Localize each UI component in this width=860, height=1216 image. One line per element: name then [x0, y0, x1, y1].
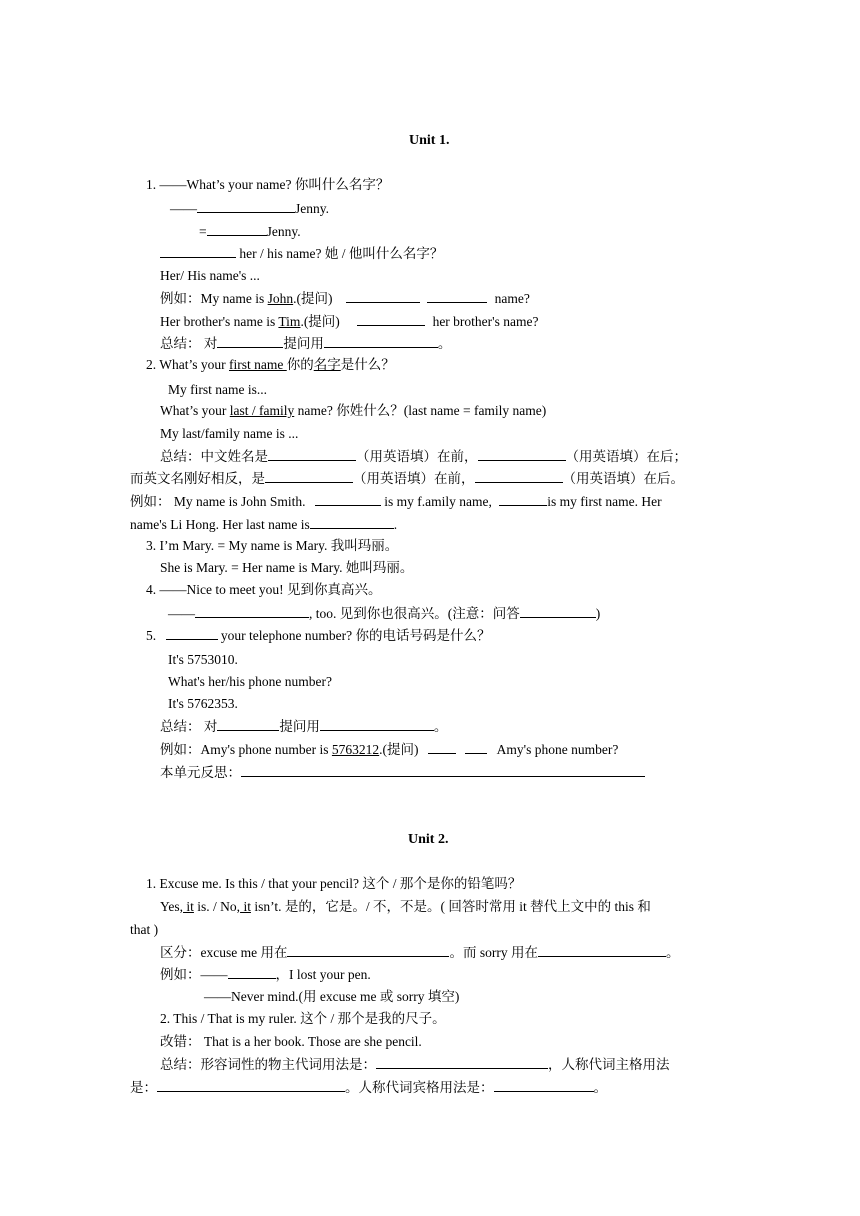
u1-item5-answer1: It's 5753010. — [168, 652, 238, 667]
u1-item2-last-name-answer: My last/family name is ... — [160, 426, 299, 441]
fill-blank[interactable] — [427, 289, 487, 303]
u2-item2-summary-line1: 总结：形容词性的物主代词用法是： ，人称代词主格用法 — [160, 1057, 670, 1072]
fill-blank[interactable] — [320, 717, 434, 731]
u1-item1-her-his-answer: Her/ His name's ... — [160, 268, 260, 283]
u1-item3-line1: 3. I’m Mary. = My name is Mary. 我叫玛丽。 — [146, 538, 399, 553]
u1-item5-question: 5. your telephone number? 你的电话号码是什么？ — [146, 628, 491, 643]
fill-blank[interactable] — [478, 447, 566, 461]
fill-blank[interactable] — [357, 312, 425, 326]
u1-item5-example: 例如：Amy's phone number is 5763212.(提问) Amy's phone number? — [160, 742, 619, 757]
fill-blank[interactable] — [166, 626, 218, 640]
u1-item5-answer2: It's 5762353. — [168, 696, 238, 711]
fill-blank[interactable] — [228, 965, 276, 979]
u1-item1-example2: Her brother's name is Tim.(提问) her brother's name? — [160, 314, 539, 329]
fill-blank[interactable] — [207, 222, 267, 236]
u1-item2-summary-line1: 总结：中文姓名是 （用英语填）在前， （用英语填）在后； — [160, 449, 687, 464]
fill-blank[interactable] — [160, 244, 236, 258]
fill-blank[interactable] — [217, 334, 283, 348]
fill-blank[interactable] — [315, 492, 381, 506]
u2-item1-distinguish: 区分：excuse me 用在 。而 sorry 用在 。 — [160, 945, 680, 960]
unit1-title: Unit 1. — [409, 133, 450, 148]
fill-blank[interactable] — [287, 943, 449, 957]
fill-blank[interactable] — [157, 1078, 345, 1092]
fill-blank[interactable] — [520, 604, 596, 618]
u2-item1-answer-cont: that ) — [130, 922, 159, 937]
fill-blank[interactable] — [475, 469, 563, 483]
unit2-title: Unit 2. — [408, 832, 449, 847]
u1-item1-example1: 例如：My name is John.(提问) name? — [160, 291, 530, 306]
u1-item5-summary: 总结： 对 提问用 。 — [160, 719, 448, 734]
u1-item1-question: 1. ——What’s your name? 你叫什么名字？ — [146, 177, 390, 192]
u1-item2-example-line2: name's Li Hong. Her last name is . — [130, 517, 398, 532]
u2-item1-example-reply: ——Never mind.(用 excuse me 或 sorry 填空) — [204, 989, 460, 1004]
fill-blank[interactable] — [494, 1078, 594, 1092]
fill-blank[interactable] — [197, 199, 295, 213]
u2-item1-answer: Yes, it is. / No, it isn’t. 是的，它是。/ 不，不是。( 回答时常用 it 替代上文中的 this 和 — [160, 899, 651, 914]
u1-item5-question2: What's her/his phone number? — [168, 674, 333, 689]
u2-item2-sentence: 2. This / That is my ruler. 这个 / 那个是我的尺子。 — [160, 1011, 446, 1026]
u1-item1-summary: 总结： 对 提问用 。 — [160, 336, 452, 351]
u1-item2-example-line1: 例如： My name is John Smith. is my f.amily name, is my first name. Her — [130, 494, 662, 509]
u1-item1-answer: —— Jenny. — [170, 201, 329, 216]
fill-blank[interactable] — [499, 492, 547, 506]
fill-blank[interactable] — [376, 1055, 548, 1069]
fill-blank[interactable] — [346, 289, 420, 303]
fill-blank[interactable] — [268, 447, 356, 461]
fill-blank[interactable] — [324, 334, 438, 348]
fill-blank[interactable] — [465, 740, 487, 754]
fill-blank[interactable] — [265, 469, 353, 483]
u1-item4-answer: —— , too. 见到你也很高兴。(注意：问答 ) — [168, 606, 601, 621]
fill-blank[interactable] — [538, 943, 666, 957]
u1-item3-line2: She is Mary. = Her name is Mary. 她叫玛丽。 — [160, 560, 414, 575]
u1-item2-answer: My first name is... — [168, 382, 267, 397]
fill-blank[interactable] — [310, 515, 394, 529]
u1-reflection: 本单元反思： — [160, 763, 645, 782]
u2-item1-example: 例如：—— ，I lost your pen. — [160, 967, 371, 982]
fill-blank[interactable] — [195, 604, 309, 618]
reflection-blank[interactable] — [241, 763, 645, 777]
u1-item2-last-name: What’s your last / family name? 你姓什么？(last name = family name) — [160, 403, 547, 418]
u1-item2-question: 2. What’s your first name 你的名字是什么？ — [146, 357, 395, 372]
fill-blank[interactable] — [217, 717, 279, 731]
u1-item1-her-his: her / his name? 她 / 他叫什么名字？ — [160, 244, 443, 263]
u1-item2-summary-line2: 而英文名刚好相反，是 （用英语填）在前， （用英语填）在后。 — [130, 471, 684, 486]
u2-item2-summary-line2: 是： 。人称代词宾格用法是： 。 — [130, 1080, 607, 1095]
u1-item4-question: 4. ——Nice to meet you! 见到你真高兴。 — [146, 582, 382, 597]
u2-item2-correct-errors: 改错： That is a her book. Those are she pencil. — [160, 1034, 422, 1049]
fill-blank[interactable] — [428, 740, 456, 754]
u2-item1-question: 1. Excuse me. Is this / that your pencil? 这个 / 那个是你的铅笔吗？ — [146, 876, 522, 891]
u1-item1-answer-alt: = Jenny. — [199, 224, 301, 239]
